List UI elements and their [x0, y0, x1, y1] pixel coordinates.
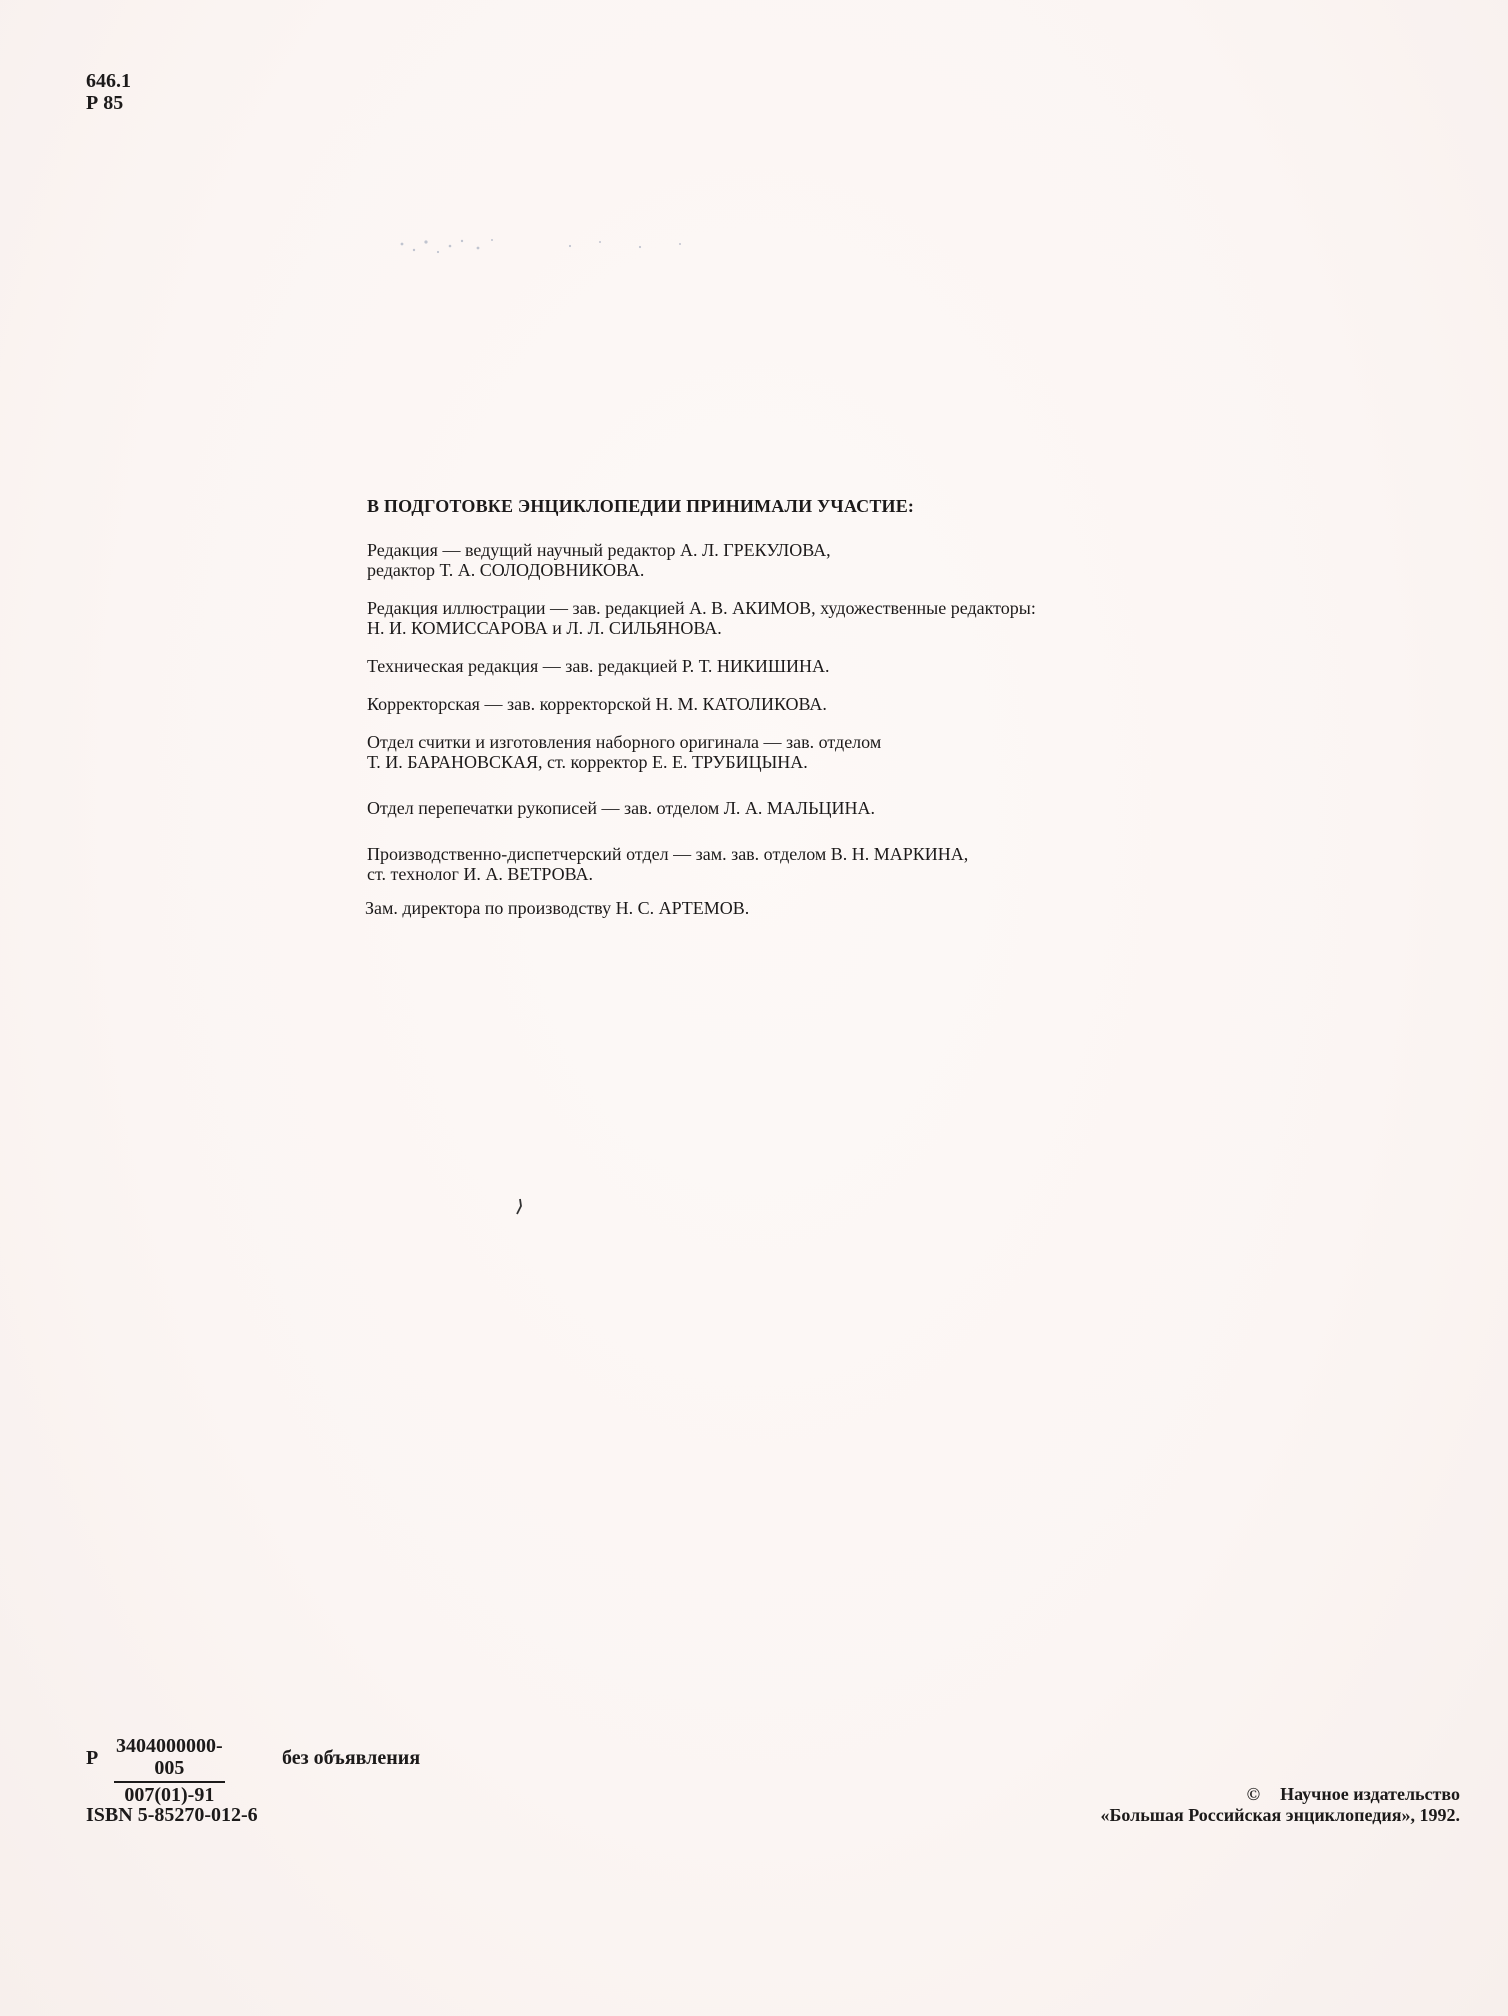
- catalog-fraction: [114, 1735, 225, 1807]
- credit-illustrations: Редакция иллюстрации — зав. редакцией А. В. АКИМОВ, художественные редакторы: Н. И. КОМИССАРОВА и Л. Л. СИЛЬЯНОВА.: [367, 598, 1036, 638]
- copyright-publisher-name: «Большая Российская энциклопедия», 1992.: [1100, 1805, 1460, 1825]
- isbn: ISBN 5-85270-012-6: [86, 1804, 258, 1826]
- catalog-denominator: 007(01)-91: [124, 1784, 215, 1806]
- credit-proofreading: Корректорская — зав. корректорской Н. М. КАТОЛИКОВА.: [367, 694, 827, 714]
- credits-heading: В ПОДГОТОВКЕ ЭНЦИКЛОПЕДИИ ПРИНИМАЛИ УЧАСТИЕ:: [367, 496, 915, 516]
- catalog-numerator: 3404000000-005: [114, 1735, 225, 1783]
- catalog-letter: Р: [86, 1747, 99, 1769]
- credit-technical: Техническая редакция — зав. редакцией Р. Т. НИКИШИНА.: [367, 656, 830, 676]
- credit-production: Производственно-диспетчерский отдел — зам. зав. отделом В. Н. МАРКИНА, ст. технолог И. А. ВЕТРОВА.: [367, 844, 969, 884]
- ink-mark: [514, 1198, 524, 1216]
- author-sign: Р 85: [86, 92, 124, 114]
- classification-code: 646.1: [86, 70, 131, 92]
- catalog-note: без объявления: [282, 1747, 421, 1769]
- credit-editorial: Редакция — ведущий научный редактор А. Л. ГРЕКУЛОВА, редактор Т. А. СОЛОДОВНИКОВА.: [367, 540, 831, 580]
- library-classification: [86, 70, 131, 114]
- credit-retyping: Отдел перепечатки рукописей — зав. отделом Л. А. МАЛЬЦИНА.: [367, 798, 875, 818]
- credits-block: [367, 496, 1187, 936]
- copyright-publisher: Научное издательство: [1280, 1784, 1460, 1804]
- copyright-symbol: ©: [1246, 1784, 1261, 1804]
- copyright-block: [1100, 1784, 1460, 1826]
- credit-typesetting: Отдел считки и изготовления наборного оригинала — зав. отделом Т. И. БАРАНОВСКАЯ, ст. корректор Е. Е. ТРУБИЦЫНА.: [367, 732, 882, 772]
- credit-deputy-director: Зам. директора по производству Н. С. АРТЕМОВ.: [365, 898, 750, 918]
- print-specks: [390, 232, 720, 262]
